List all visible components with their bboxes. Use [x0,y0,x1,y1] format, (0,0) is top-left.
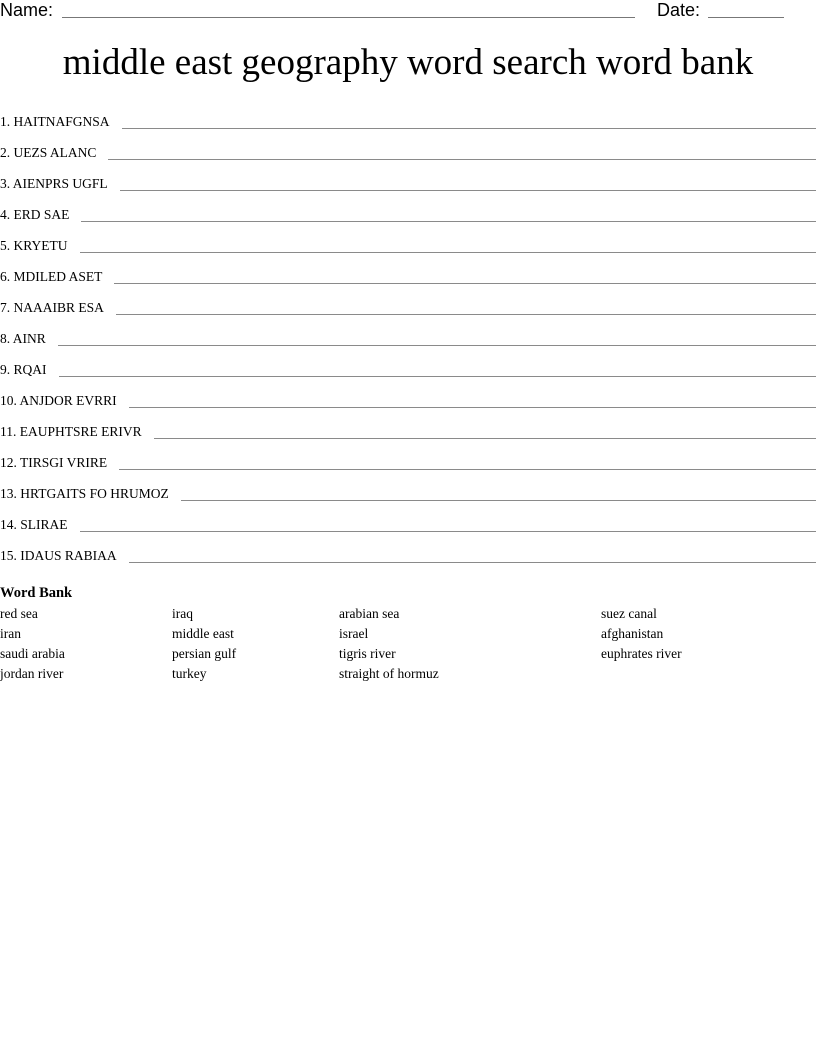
scrambled-word-list [0,113,816,578]
puzzle-row [0,268,816,299]
word-bank-item: afghanistan [601,626,664,641]
scrambled-word: 5. KRYETU [0,238,68,253]
word-bank-column [339,604,439,684]
scrambled-word: 7. NAAAIBR ESA [0,300,104,315]
puzzle-row [0,547,816,578]
answer-blank-line [154,424,816,439]
puzzle-row [0,330,816,361]
answer-blank-line [80,517,816,532]
answer-blank-line [129,393,816,408]
answer-blank-line [108,145,816,160]
scrambled-word: 15. IDAUS RABIAA [0,548,117,563]
word-bank-item: suez canal [601,606,657,621]
page-title: middle east geography word search word bank [62,42,754,83]
word-bank-item: red sea [0,606,38,621]
scrambled-word: 9. RQAI [0,362,47,377]
word-bank-item: straight of hormuz [339,666,439,681]
word-bank-column [172,604,236,684]
answer-blank-line [120,176,816,191]
word-bank-item: saudi arabia [0,646,65,661]
puzzle-row [0,454,816,485]
puzzle-row [0,144,816,175]
puzzle-row [0,423,816,454]
scrambled-word: 8. AINR [0,331,46,346]
scrambled-word: 2. UEZS ALANC [0,145,97,160]
word-bank-item: tigris river [339,646,396,661]
word-bank-title: Word Bank [0,585,73,601]
answer-blank-line [81,207,816,222]
answer-blank-line [119,455,816,470]
word-bank-item: turkey [172,666,207,681]
answer-blank-line [58,331,816,346]
date-label: Date: [657,0,701,20]
answer-blank-line [59,362,816,377]
scrambled-word: 14. SLIRAE [0,517,68,532]
scrambled-word: 1. HAITNAFGNSA [0,114,110,129]
scrambled-word: 6. MDILED ASET [0,269,103,284]
puzzle-row [0,175,816,206]
scrambled-word: 4. ERD SAE [0,207,70,222]
word-bank-column [601,604,682,664]
scrambled-word: 3. AIENPRS UGFL [0,176,108,191]
word-bank-item: jordan river [0,666,64,681]
puzzle-row [0,516,816,547]
scrambled-word: 13. HRTGAITS FO HRUMOZ [0,486,169,501]
answer-blank-line [114,269,816,284]
puzzle-row [0,361,816,392]
word-bank-column [0,604,65,684]
answer-blank-line [181,486,816,501]
word-bank-item: iraq [172,606,193,621]
word-bank-item: euphrates river [601,646,682,661]
puzzle-row [0,485,816,516]
puzzle-row [0,113,816,144]
scrambled-word: 11. EAUPHTSRE ERIVR [0,424,142,439]
answer-blank-line [129,548,816,563]
word-bank-item: arabian sea [339,606,400,621]
word-bank-item: israel [339,626,369,641]
name-label: Name: [0,0,54,20]
name-blank-line [62,17,635,18]
puzzle-row [0,299,816,330]
answer-blank-line [116,300,816,315]
answer-blank-line [122,114,816,129]
date-blank-line [708,17,784,18]
scrambled-word: 12. TIRSGI VRIRE [0,455,108,470]
word-bank-item: persian gulf [172,646,237,661]
page-header [0,0,816,22]
puzzle-row [0,392,816,423]
puzzle-row [0,206,816,237]
puzzle-row [0,237,816,268]
answer-blank-line [80,238,816,253]
word-bank-item: middle east [172,626,234,641]
word-bank-item: iran [0,626,21,641]
scrambled-word: 10. ANJDOR EVRRI [0,393,117,408]
